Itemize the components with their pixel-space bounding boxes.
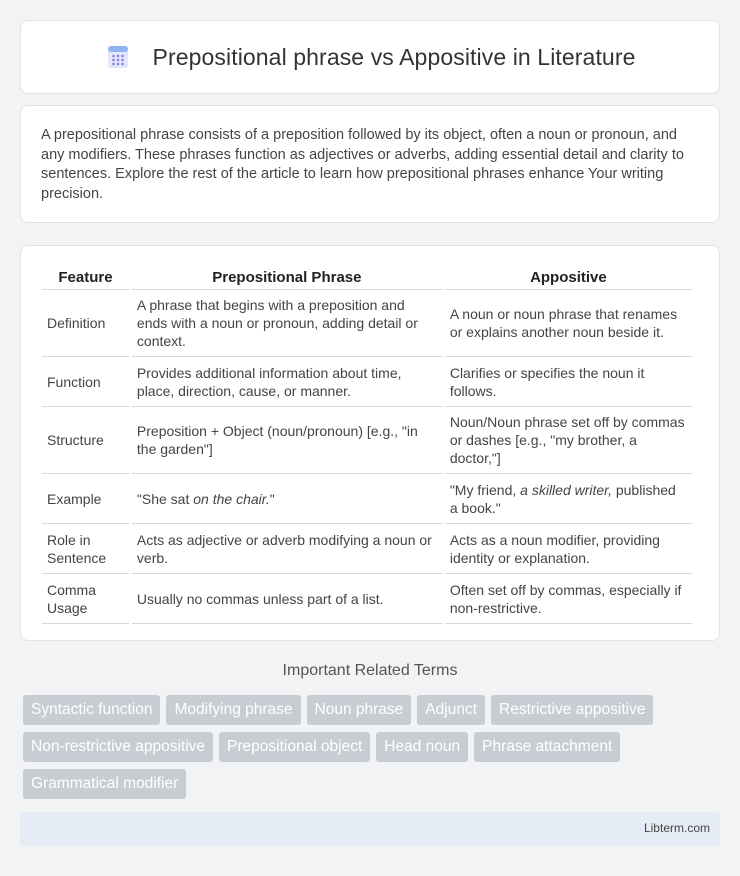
cell-appositive: Often set off by commas, especially if non-restrictive.	[445, 574, 692, 624]
cell-prepositional: Acts as adjective or adverb modifying a noun or verb.	[132, 524, 442, 574]
tag-head-noun[interactable]: Head noun	[376, 732, 468, 762]
cell-appositive: Acts as a noun modifier, providing identity or explanation.	[445, 524, 692, 574]
comparison-card	[20, 245, 720, 641]
cell-appositive	[445, 474, 692, 524]
cell-feature: Comma Usage	[42, 574, 129, 624]
tag-phrase-attachment[interactable]: Phrase attachment	[474, 732, 620, 762]
cell-appositive: Noun/Noun phrase set off by commas or dashes [e.g., "my brother, a doctor,"]	[445, 407, 692, 474]
cell-feature: Role in Sentence	[42, 524, 129, 574]
example-text: "My friend,	[449, 481, 521, 498]
table-row	[42, 407, 692, 474]
tag-prepositional-object[interactable]: Prepositional object	[219, 732, 370, 762]
cell-prepositional: Preposition + Object (noun/pronoun) [e.g., "in the garden"]	[132, 407, 442, 474]
example-text: published a book."	[449, 481, 676, 516]
cell-feature: Function	[42, 357, 129, 407]
cell-appositive: A noun or noun phrase that renames or explains another noun beside it.	[445, 290, 692, 357]
cell-feature: Definition	[42, 290, 129, 357]
header-appositive: Appositive	[445, 262, 692, 290]
cell-prepositional	[132, 474, 442, 524]
table-row	[42, 357, 692, 407]
footer	[20, 812, 720, 846]
tag-non-restrictive-appositive[interactable]: Non-restrictive appositive	[23, 732, 213, 762]
grid-doc-icon	[105, 44, 131, 70]
table-row	[42, 524, 692, 574]
table-header-row	[42, 262, 692, 290]
example-text: "She sat	[136, 490, 194, 507]
tag-grammatical-modifier[interactable]: Grammatical modifier	[23, 769, 186, 799]
page-title: Prepositional phrase vs Appositive in Literature	[152, 43, 636, 70]
related-terms-title: Important Related Terms	[282, 662, 458, 679]
intro-text: A prepositional phrase consists of a preposition followed by its object, often a noun or pronoun, and any modifiers. These phrases function as adjectives or adverbs, adding essential detail and clarity to sentences. Explore the rest of the article to learn how prepositional phrases enhance Your writing precision.	[41, 127, 684, 202]
tag-modifying-phrase[interactable]: Modifying phrase	[166, 695, 300, 725]
table-row	[42, 474, 692, 524]
comparison-table	[39, 262, 695, 624]
example-emphasis: a skilled writer,	[520, 481, 612, 498]
header-feature: Feature	[42, 262, 129, 290]
header-prepositional-phrase: Prepositional Phrase	[132, 262, 442, 290]
cell-prepositional: Provides additional information about time, place, direction, cause, or manner.	[132, 357, 442, 407]
footer-site-link[interactable]: Libterm.com	[643, 821, 710, 835]
related-terms-list	[23, 695, 723, 799]
tag-syntactic-function[interactable]: Syntactic function	[23, 695, 160, 725]
cell-prepositional: A phrase that begins with a preposition and ends with a noun or pronoun, adding detail or context.	[132, 290, 442, 357]
example-emphasis: on the chair.	[193, 490, 270, 507]
cell-appositive: Clarifies or specifies the noun it follows.	[445, 357, 692, 407]
table-row	[42, 574, 692, 624]
table-row	[42, 290, 692, 357]
cell-feature: Example	[42, 474, 129, 524]
intro-card	[20, 105, 720, 223]
cell-prepositional: Usually no commas unless part of a list.	[132, 574, 442, 624]
tag-noun-phrase[interactable]: Noun phrase	[307, 695, 412, 725]
tag-adjunct[interactable]: Adjunct	[417, 695, 485, 725]
cell-feature: Structure	[42, 407, 129, 474]
example-text: "	[269, 490, 275, 507]
tag-restrictive-appositive[interactable]: Restrictive appositive	[491, 695, 653, 725]
header-card	[20, 20, 720, 94]
